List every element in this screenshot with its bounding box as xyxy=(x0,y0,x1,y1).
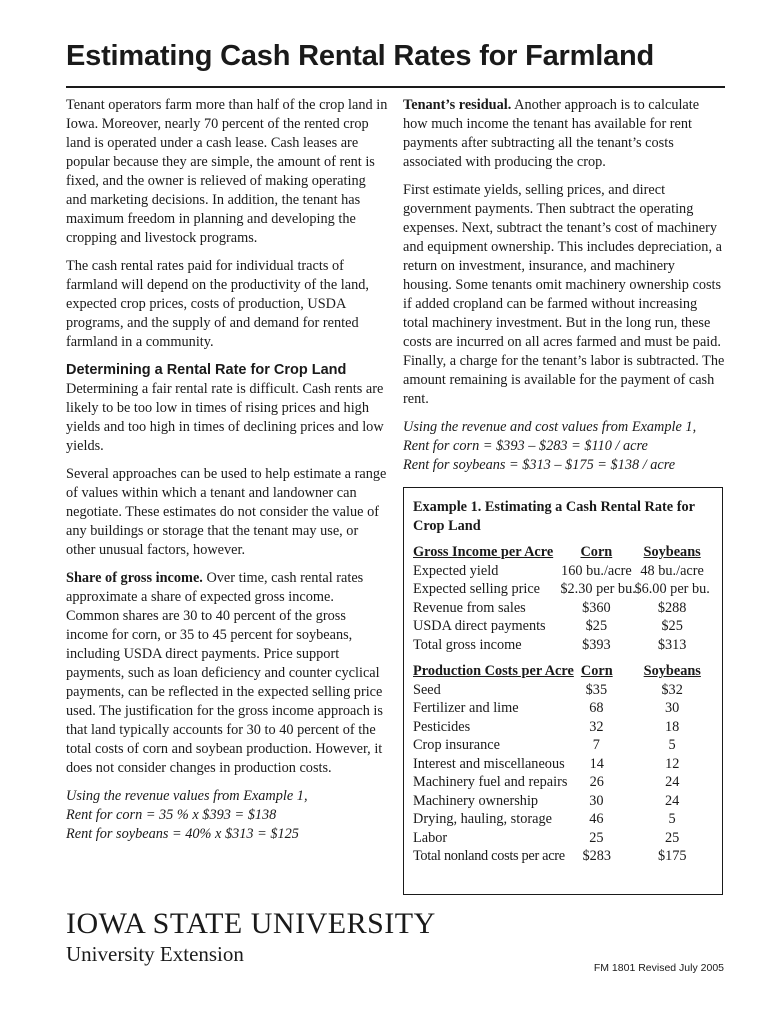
soybean-value: $32 xyxy=(661,681,683,698)
table-row xyxy=(413,773,712,792)
row-label: USDA direct payments xyxy=(413,618,546,634)
corn-value: $35 xyxy=(585,681,608,698)
row-label: Machinery fuel and repairs xyxy=(413,774,568,790)
corn-value: 32 xyxy=(589,718,604,735)
gross-income-paragraph xyxy=(66,569,388,778)
corn-value: 7 xyxy=(592,737,600,753)
row-label: Machinery ownership xyxy=(413,792,539,809)
table-row xyxy=(413,810,712,829)
soybean-value: 18 xyxy=(664,718,680,735)
table-row xyxy=(413,829,712,848)
calc-corn: Rent for corn = 35 % x $393 = $138 xyxy=(66,807,277,823)
corn-value: 25 xyxy=(589,829,604,846)
table-row xyxy=(413,617,712,636)
intro-paragraph: Tenant operators farm more than half of the crop land in Iowa. Moreover, nearly 70 percent of the rented crop land is operated under a cash lease. Cash leases are popular because they are simple, the amount of rent is fixed, and the owner is relieved of making operating and marketing decisions. In addition, the tenant has maximum freedom in planning and developing the cropping and livestock programs. xyxy=(66,97,388,246)
table-row xyxy=(413,718,712,737)
soybean-value: 25 xyxy=(664,829,680,846)
row-label: Total gross income xyxy=(413,636,522,653)
residual-paragraph xyxy=(403,96,725,172)
row-label: Expected selling price xyxy=(413,581,541,597)
header-cell: Corn xyxy=(580,544,613,560)
logo-wordmark: IOWA STATE UNIVERSITY xyxy=(66,907,436,940)
steps-paragraph: First estimate yields, selling prices, and direct government payments. Then subtract the operating expenses. Next, subtract the tenant’s cost of machinery and equipment ownership. This includes depreciation, a return on investment, insurance, and machinery housing. Some tenants omit machinery ownership costs if added cropland can be farmed without increasing total machinery investment. But in the long run, these costs are incurred on all acres farmed and must be paid. Finally, a charge for the tenant’s labor is subtracted. The amount remaining is available for the payment of cash rent. xyxy=(403,182,725,407)
table-row xyxy=(413,562,712,581)
soybean-value: $313 xyxy=(657,636,687,653)
header-cell: Soybeans xyxy=(643,544,701,560)
corn-value: 160 bu./acre xyxy=(561,562,632,579)
soybean-value: $288 xyxy=(657,599,687,616)
logo-subtitle: University Extension xyxy=(66,942,244,966)
right-column xyxy=(403,96,725,475)
gross-income-lead: Share of gross income. xyxy=(66,570,203,586)
row-label: Drying, hauling, storage xyxy=(413,811,552,827)
approaches-paragraph: Several approaches can be used to help estimate a range of values within which a tenant and landowner can negotiate. These estimates do not consider the value of any buildings or storage that the tenant may use, or other unusual factors, however. xyxy=(66,466,387,558)
soybean-value: $175 xyxy=(657,848,687,864)
calc-corn: Rent for corn = $393 – $283 = $110 / acre xyxy=(403,438,648,454)
publication-code: FM 1801 Revised July 2005 xyxy=(593,962,724,974)
gross-income-calc xyxy=(66,787,388,844)
factors-paragraph: The cash rental rates paid for individual tracts of farmland will depend on the productivity of the land, expected crop prices, costs of production, USDA programs, and the supply of and demand for rented farmland in a community. xyxy=(66,258,369,350)
soybean-value: $6.00 per bu. xyxy=(634,581,710,597)
soybean-value: 12 xyxy=(665,755,680,772)
soybean-value: 24 xyxy=(665,774,680,790)
page-title: Estimating Cash Rental Rates for Farmland xyxy=(66,40,655,72)
costs-header xyxy=(413,662,712,681)
header-cell: Soybeans xyxy=(643,663,701,679)
residual-calc xyxy=(403,418,725,475)
corn-value: $283 xyxy=(582,848,612,864)
soybean-value: $25 xyxy=(661,618,683,634)
row-label: Interest and miscellaneous xyxy=(413,755,565,772)
row-label: Total nonland costs per acre xyxy=(413,848,565,864)
header-cell: Corn xyxy=(580,663,613,679)
example-title: Example 1. Estimating a Cash Rental Rate for Crop Land xyxy=(413,499,695,534)
section-heading: Determining a Rental Rate for Crop Land xyxy=(66,362,347,378)
soybean-value: 24 xyxy=(664,792,680,809)
calc-soybeans: Rent for soybeans = 40% x $313 = $125 xyxy=(66,826,299,842)
soybean-value: 5 xyxy=(668,811,676,827)
row-label: Revenue from sales xyxy=(413,599,526,616)
row-label: Fertilizer and lime xyxy=(413,700,519,716)
example-box xyxy=(403,487,723,895)
calc-intro: Using the revenue and cost values from Example 1, xyxy=(403,419,697,435)
soybean-value: 5 xyxy=(668,737,676,753)
row-label: Expected yield xyxy=(413,562,499,579)
corn-value: $360 xyxy=(582,599,611,616)
table-row xyxy=(413,681,712,700)
residual-lead: Tenant’s residual. xyxy=(403,97,512,113)
table-row xyxy=(413,736,712,755)
row-label: Labor xyxy=(413,829,448,846)
residual-text: Another approach is to calculate how much income the tenant has available for rent payments after subtracting all the tenant’s costs associated with producing the crop. xyxy=(403,97,700,170)
corn-value: 46 xyxy=(589,811,604,827)
table-row-total xyxy=(413,847,712,866)
corn-value: 26 xyxy=(589,774,604,790)
calc-soybeans: Rent for soybeans = $313 – $175 = $138 / acre xyxy=(403,457,676,473)
table-row xyxy=(413,755,712,774)
corn-value: 14 xyxy=(589,755,604,772)
corn-value: $25 xyxy=(585,618,608,634)
left-column xyxy=(66,96,388,844)
corn-value: 30 xyxy=(589,792,604,809)
table-row xyxy=(413,699,712,718)
gross-income-text: Over time, cash rental rates approximate a share of expected gross income. Common shares are 30 to 40 percent of the gross income for corn, or 35 to 45 percent for soybeans, including USDA direct payments. Price support payments, such as loan deficiency and counter cyclical payments, can be reflected in the expected selling price used. The justification for the gross income approach is that land typically accounts for 30 to 40 percent of the total costs of corn and soybean production. However, it does not consider changes in production costs. xyxy=(66,570,383,776)
university-logo xyxy=(66,908,436,966)
soybean-value: 48 bu./acre xyxy=(640,562,704,579)
corn-value: $2.30 per bu. xyxy=(560,581,636,597)
row-label: Pesticides xyxy=(413,718,471,735)
table-row xyxy=(413,599,712,618)
income-header xyxy=(413,543,712,562)
difficulty-paragraph: Determining a fair rental rate is difficult. Cash rents are likely to be too low in times of rising prices and high yields and too high in times of declining prices and low yields. xyxy=(66,381,384,454)
soybean-value: 30 xyxy=(664,700,680,716)
header-cell: Production Costs per Acre xyxy=(413,663,574,679)
row-label: Crop insurance xyxy=(413,737,500,753)
header-cell: Gross Income per Acre xyxy=(413,544,554,560)
table-row xyxy=(413,580,712,599)
corn-value: 68 xyxy=(589,700,604,716)
corn-value: $393 xyxy=(582,636,611,653)
row-label: Seed xyxy=(413,681,441,698)
table-row xyxy=(413,636,712,655)
title-divider xyxy=(66,86,725,88)
table-row xyxy=(413,792,712,811)
calc-intro: Using the revenue values from Example 1, xyxy=(66,788,308,804)
